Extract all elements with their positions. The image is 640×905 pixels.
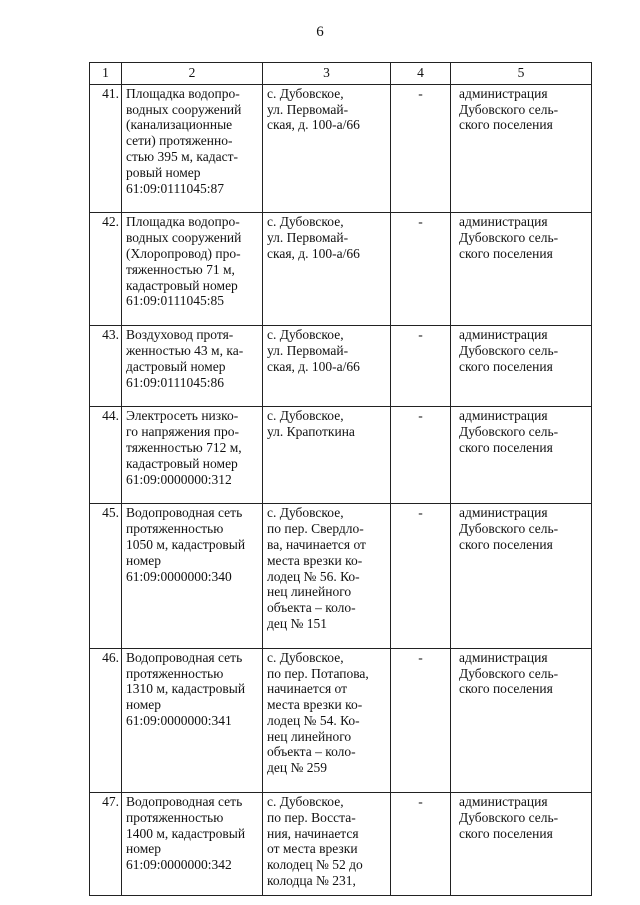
document-cell: - xyxy=(391,326,451,407)
address-line: лодец № 56. Ко- xyxy=(267,568,360,584)
address-cell xyxy=(263,407,391,504)
object-name-line: водных сооружений xyxy=(126,101,242,117)
address-line: нец линейного xyxy=(267,584,352,600)
object-name-line: 61:09:0111045:87 xyxy=(126,180,225,196)
owner-line: Дубовского сель- xyxy=(459,521,559,537)
address-line: с. Дубовское, xyxy=(267,408,344,424)
object-name-cell xyxy=(122,407,263,504)
address-line: по пер. Потапова, xyxy=(267,665,369,681)
address-line: от места врезки xyxy=(267,841,358,857)
object-name-line: тяженностью 712 м, xyxy=(126,439,242,455)
object-name-line: кадастровый номер xyxy=(126,277,238,293)
object-name-cell xyxy=(122,326,263,407)
document-cell: - xyxy=(391,504,451,648)
address-line: колодец № 52 до xyxy=(267,857,363,873)
address-line: дец № 151 xyxy=(267,615,327,631)
object-name-cell xyxy=(122,793,263,896)
owner-line: администрация xyxy=(459,794,548,810)
address-cell xyxy=(263,793,391,896)
column-header-number: 1 xyxy=(90,63,122,85)
object-name-line: номер xyxy=(126,841,162,857)
address-line: с. Дубовское, xyxy=(267,505,344,521)
address-line: ния, начинается xyxy=(267,825,359,841)
object-name-line: го напряжения про- xyxy=(126,424,239,440)
address-line: с. Дубовское, xyxy=(267,214,344,230)
owner-line: Дубовского сель- xyxy=(459,809,559,825)
object-name-line: 61:09:0111045:86 xyxy=(126,374,225,390)
owner-line: ского поселения xyxy=(459,536,553,552)
object-name-cell xyxy=(122,213,263,326)
object-name-line: 61:09:0000000:340 xyxy=(126,568,232,584)
object-name-line: протяженностью xyxy=(126,521,224,537)
object-name-line: 1310 м, кадастровый xyxy=(126,681,246,697)
owner-cell xyxy=(451,793,592,896)
object-name-line: Площадка водопро- xyxy=(126,214,240,230)
address-line: места врезки ко- xyxy=(267,552,363,568)
object-name-line: стью 395 м, кадаст- xyxy=(126,148,239,164)
object-name-line: ровый номер xyxy=(126,164,201,180)
object-name-cell xyxy=(122,84,263,213)
object-name-line: водных сооружений xyxy=(126,230,242,246)
page-number: 6 xyxy=(316,24,324,40)
row-number-cell: 47. xyxy=(90,793,122,896)
owner-line: Дубовского сель- xyxy=(459,424,559,440)
object-name-line: 1050 м, кадастровый xyxy=(126,536,246,552)
address-line: объекта – коло- xyxy=(267,744,356,760)
table-row xyxy=(90,793,592,896)
object-name-line: 61:09:0000000:341 xyxy=(126,712,232,728)
address-line: дец № 259 xyxy=(267,760,327,776)
owner-line: ского поселения xyxy=(459,358,553,374)
object-name-line: (Хлоропровод) про- xyxy=(126,245,241,261)
object-name-line: кадастровый номер xyxy=(126,455,238,471)
owner-line: ского поселения xyxy=(459,117,553,133)
document-cell: - xyxy=(391,407,451,504)
object-name-line: Водопроводная сеть xyxy=(126,794,243,810)
table-header-row xyxy=(90,63,592,85)
address-line: с. Дубовское, xyxy=(267,327,344,343)
address-line: колодца № 231, xyxy=(267,873,356,889)
address-cell xyxy=(263,504,391,648)
owner-line: Дубовского сель- xyxy=(459,342,559,358)
owner-line: администрация xyxy=(459,408,548,424)
object-name-line: Водопроводная сеть xyxy=(126,505,243,521)
object-name-line: 61:09:0000000:342 xyxy=(126,857,232,873)
owner-line: администрация xyxy=(459,214,548,230)
object-name-line: тяженностью 71 м, xyxy=(126,261,235,277)
row-number-cell: 46. xyxy=(90,648,122,792)
document-cell: - xyxy=(391,793,451,896)
object-name-line: женностью 43 м, ка- xyxy=(126,342,244,358)
address-line: ва, начинается от xyxy=(267,536,366,552)
row-number-cell: 44. xyxy=(90,407,122,504)
object-name-cell xyxy=(122,504,263,648)
address-line: ул. Первомай- xyxy=(267,342,349,358)
address-cell xyxy=(263,84,391,213)
property-registry-table xyxy=(89,62,592,896)
object-name-line: Площадка водопро- xyxy=(126,85,240,101)
owner-line: ского поселения xyxy=(459,825,553,841)
column-header-address: 3 xyxy=(263,63,391,85)
owner-line: Дубовского сель- xyxy=(459,665,559,681)
owner-line: ского поселения xyxy=(459,245,553,261)
object-name-line: (канализационные xyxy=(126,117,233,133)
row-number-cell: 41. xyxy=(90,84,122,213)
address-line: нец линейного xyxy=(267,728,352,744)
address-cell xyxy=(263,326,391,407)
address-line: ул. Первомай- xyxy=(267,101,349,117)
owner-line: ского поселения xyxy=(459,439,553,455)
object-name-line: сети) протяженно- xyxy=(126,133,233,149)
owner-line: администрация xyxy=(459,85,548,101)
table-row xyxy=(90,648,592,792)
address-cell xyxy=(263,648,391,792)
document-cell: - xyxy=(391,648,451,792)
address-cell xyxy=(263,213,391,326)
column-header-name: 2 xyxy=(122,63,263,85)
table-row xyxy=(90,213,592,326)
object-name-line: протяженностью xyxy=(126,809,224,825)
address-line: по пер. Свердло- xyxy=(267,521,364,537)
object-name-line: Электросеть низко- xyxy=(126,408,239,424)
address-line: лодец № 54. Ко- xyxy=(267,712,360,728)
object-name-line: дастровый номер xyxy=(126,358,226,374)
address-line: с. Дубовское, xyxy=(267,794,344,810)
table-row xyxy=(90,326,592,407)
address-line: объекта – коло- xyxy=(267,600,356,616)
address-line: с. Дубовское, xyxy=(267,649,344,665)
object-name-line: Водопроводная сеть xyxy=(126,649,243,665)
owner-line: Дубовского сель- xyxy=(459,230,559,246)
owner-line: администрация xyxy=(459,649,548,665)
owner-line: администрация xyxy=(459,327,548,343)
object-name-line: 1400 м, кадастровый xyxy=(126,825,246,841)
object-name-line: номер xyxy=(126,552,162,568)
row-number-cell: 42. xyxy=(90,213,122,326)
owner-cell xyxy=(451,407,592,504)
address-line: ул. Крапоткина xyxy=(267,424,355,440)
table-row xyxy=(90,407,592,504)
column-header-document: 4 xyxy=(391,63,451,85)
address-line: начинается от xyxy=(267,681,348,697)
address-line: места врезки ко- xyxy=(267,697,363,713)
address-line: ская, д. 100-а/66 xyxy=(267,245,360,261)
document-cell: - xyxy=(391,84,451,213)
address-line: ул. Первомай- xyxy=(267,230,349,246)
owner-line: Дубовского сель- xyxy=(459,101,559,117)
address-line: ская, д. 100-а/66 xyxy=(267,358,360,374)
object-name-line: номер xyxy=(126,697,162,713)
owner-cell xyxy=(451,648,592,792)
object-name-line: 61:09:0000000:312 xyxy=(126,471,232,487)
object-name-cell xyxy=(122,648,263,792)
row-number-cell: 45. xyxy=(90,504,122,648)
owner-cell xyxy=(451,326,592,407)
address-line: по пер. Восста- xyxy=(267,809,356,825)
address-line: с. Дубовское, xyxy=(267,85,344,101)
address-line: ская, д. 100-а/66 xyxy=(267,117,360,133)
object-name-line: Воздуховод протя- xyxy=(126,327,234,343)
table-row xyxy=(90,504,592,648)
owner-cell xyxy=(451,84,592,213)
object-name-line: 61:09:0111045:85 xyxy=(126,293,225,309)
owner-line: администрация xyxy=(459,505,548,521)
owner-cell xyxy=(451,213,592,326)
row-number-cell: 43. xyxy=(90,326,122,407)
document-cell: - xyxy=(391,213,451,326)
column-header-owner: 5 xyxy=(451,63,592,85)
owner-cell xyxy=(451,504,592,648)
table-row xyxy=(90,84,592,213)
owner-line: ского поселения xyxy=(459,681,553,697)
object-name-line: протяженностью xyxy=(126,665,224,681)
